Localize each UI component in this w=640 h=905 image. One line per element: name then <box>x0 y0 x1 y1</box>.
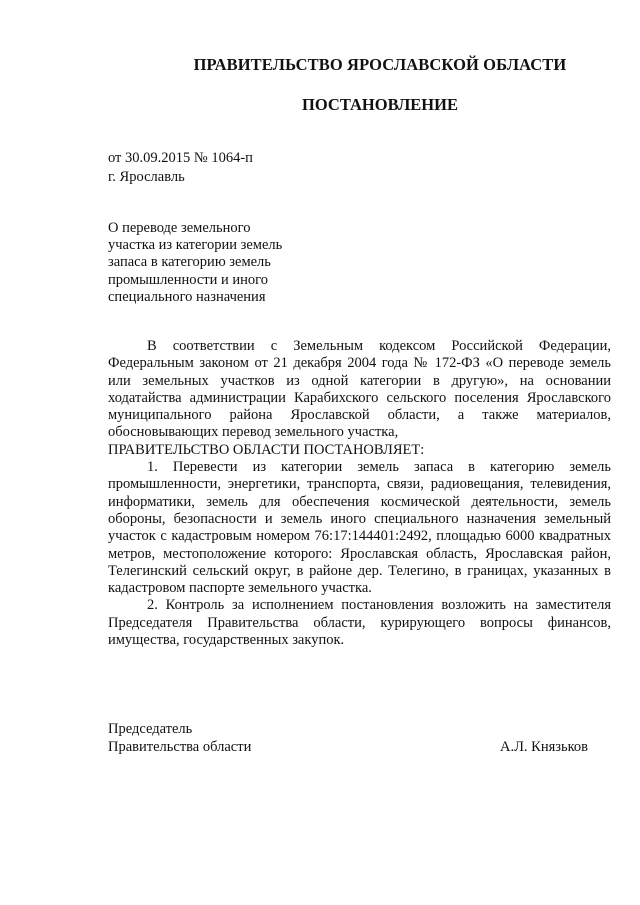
signatory-name: А.Л. Князьков <box>499 739 588 755</box>
item-1-paragraph: 1. Перевести из категории земель запаса в категорию земель промышленности, энергетики, транспорта, связи, радиовещания, телевидения, информатики, земель для обеспечения космической деятельности, земель обороны, безопасности и земель иного специального назначения земельный участок с кадастровым номером 76:17:144401:2492, площадью 6000 квадратных метров, местоположение которого: Ярославская область, Ярославская район, Телегинский сельский округ, в районе дер. Телегино, в границах, указанных в кадастровом паспорте земельного участка. <box>108 459 611 597</box>
item-2-paragraph: 2. Контроль за исполнением постановления возложить на заместителя Председателя Правительства области, курирующего вопросы финансов, имущества, государственных закупок. <box>108 597 611 649</box>
subject-line: специального назначения <box>108 288 266 305</box>
date-number: от 30.09.2015 № 1064-п <box>108 150 253 166</box>
signature-block <box>108 720 611 756</box>
subject-line: запаса в категорию земель <box>108 254 271 271</box>
document-subject <box>108 220 282 306</box>
document-body <box>108 338 611 649</box>
signature-row <box>108 738 611 756</box>
document-type-heading: ПОСТАНОВЛЕНИЕ <box>302 95 458 114</box>
document-meta <box>108 149 253 187</box>
government-heading: ПРАВИТЕЛЬСТВО ЯРОСЛАВСКОЙ ОБЛАСТИ <box>193 55 567 74</box>
subject-line: участка из категории земель <box>108 237 283 254</box>
preamble-paragraph: В соответствии с Земельным кодексом Российской Федерации, Федеральным законом от 21 декабря 2004 года № 172-ФЗ «О переводе земель или земельных участков из одной категории в другую», на основании ходатайства администрации Карабихского сельского поселения Ярославского муниципального района Ярославской области, а также материалов, обосновывающих перевод земельного участка, <box>108 338 611 441</box>
city: г. Ярославль <box>108 169 185 185</box>
resolves-heading: ПРАВИТЕЛЬСТВО ОБЛАСТИ ПОСТАНОВЛЯЕТ: <box>108 441 425 458</box>
signatory-title-line1: Председатель <box>108 721 193 737</box>
subject-line: промышленности и иного <box>108 271 269 288</box>
signatory-title-line2: Правительства области <box>108 739 252 755</box>
subject-line: О переводе земельного <box>108 220 251 236</box>
